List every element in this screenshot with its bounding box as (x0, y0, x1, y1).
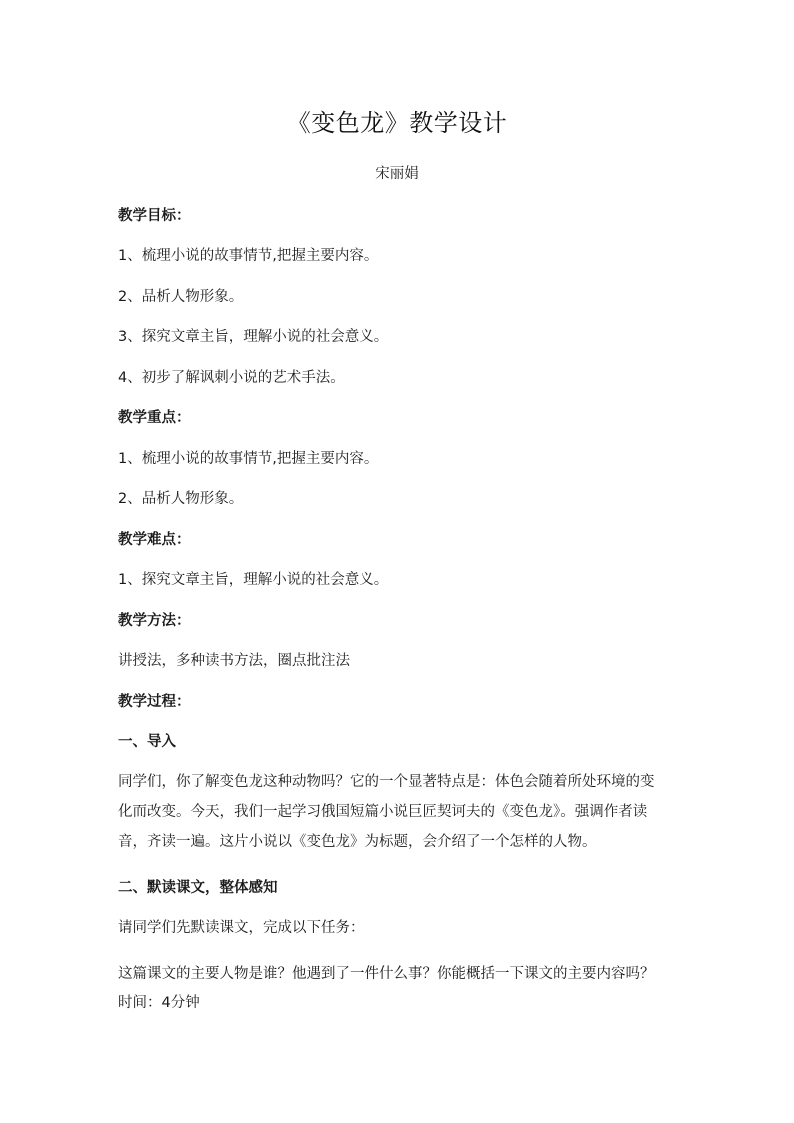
goal-item-3: 3、探究文章主旨，理解小说的社会意义。 (118, 329, 389, 345)
methods-text: 讲授法，多种读书方法，圈点批注法 (118, 653, 350, 669)
step1-line-1: 同学们，你了解变色龙这种动物吗？它的一个显著特点是：体色会随着所处环境的变 (118, 774, 655, 790)
goal-item-2: 2、品析人物形象。 (118, 289, 244, 305)
difficulty-item-1: 1、探究文章主旨，理解小说的社会意义。 (118, 572, 389, 588)
document-title: 《变色龙》教学设计 (286, 109, 508, 137)
step2-task: 这篇课文的主要人物是谁？他遇到了一件什么事？你能概括一下课文的主要内容吗？ (118, 966, 655, 982)
document-author: 宋丽娟 (375, 166, 419, 182)
step2-time: 时间：4分钟 (118, 995, 200, 1011)
key-points-heading: 教学重点： (118, 410, 191, 426)
goal-item-1: 1、梳理小说的故事情节,把握主要内容。 (118, 248, 379, 264)
step2-heading: 二、默读课文，整体感知 (118, 880, 278, 896)
difficulties-heading: 教学难点： (118, 532, 191, 548)
step1-line-2: 化而改变。今天，我们一起学习俄国短篇小说巨匠契诃夫的《变色龙》。强调作者读 (118, 804, 648, 820)
step1-line-3: 音，齐读一遍。这片小说以《变色龙》为标题，会介绍了一个怎样的人物。 (118, 834, 597, 850)
key-point-item-1: 1、梳理小说的故事情节,把握主要内容。 (118, 451, 379, 467)
key-point-item-2: 2、品析人物形象。 (118, 491, 244, 507)
step1-heading: 一、导入 (118, 734, 176, 750)
goal-item-4: 4、初步了解讽刺小说的艺术手法。 (118, 370, 345, 386)
methods-heading: 教学方法： (118, 613, 191, 629)
goals-heading: 教学目标： (118, 208, 191, 224)
step2-intro: 请同学们先默读课文，完成以下任务： (118, 920, 365, 936)
process-heading: 教学过程： (118, 694, 191, 710)
